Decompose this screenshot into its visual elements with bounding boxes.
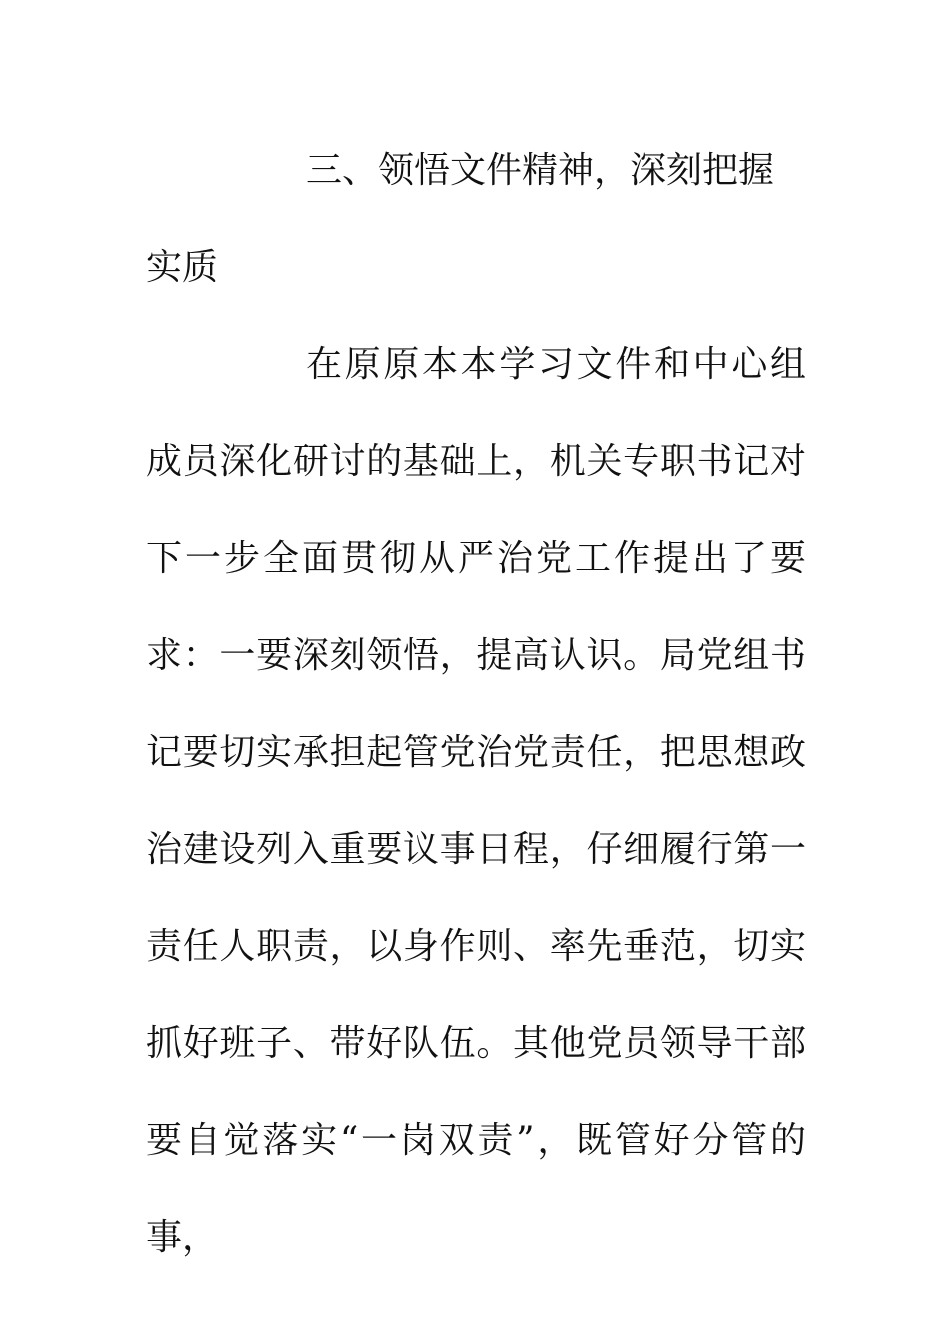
section-heading: 三、领悟文件精神，深刻把握实质 [146, 150, 775, 288]
document-body [146, 122, 806, 1286]
body-paragraph: 在原原本本学习文件和中心组成员深化研讨的基础上，机关专职书记对下一步全面贯彻从严治党工作提出了要求：一要深刻领悟，提高认识。局党组书记要切实承担起管党治党责任，把思想政治建设列入重要议事日程，仔细履行第一责任人职责，以身作则、率先垂范，切实抓好班子、带好队伍。其他党员领导干部要自觉落实“一岗双责”，既管好分管的事， [146, 344, 806, 1258]
